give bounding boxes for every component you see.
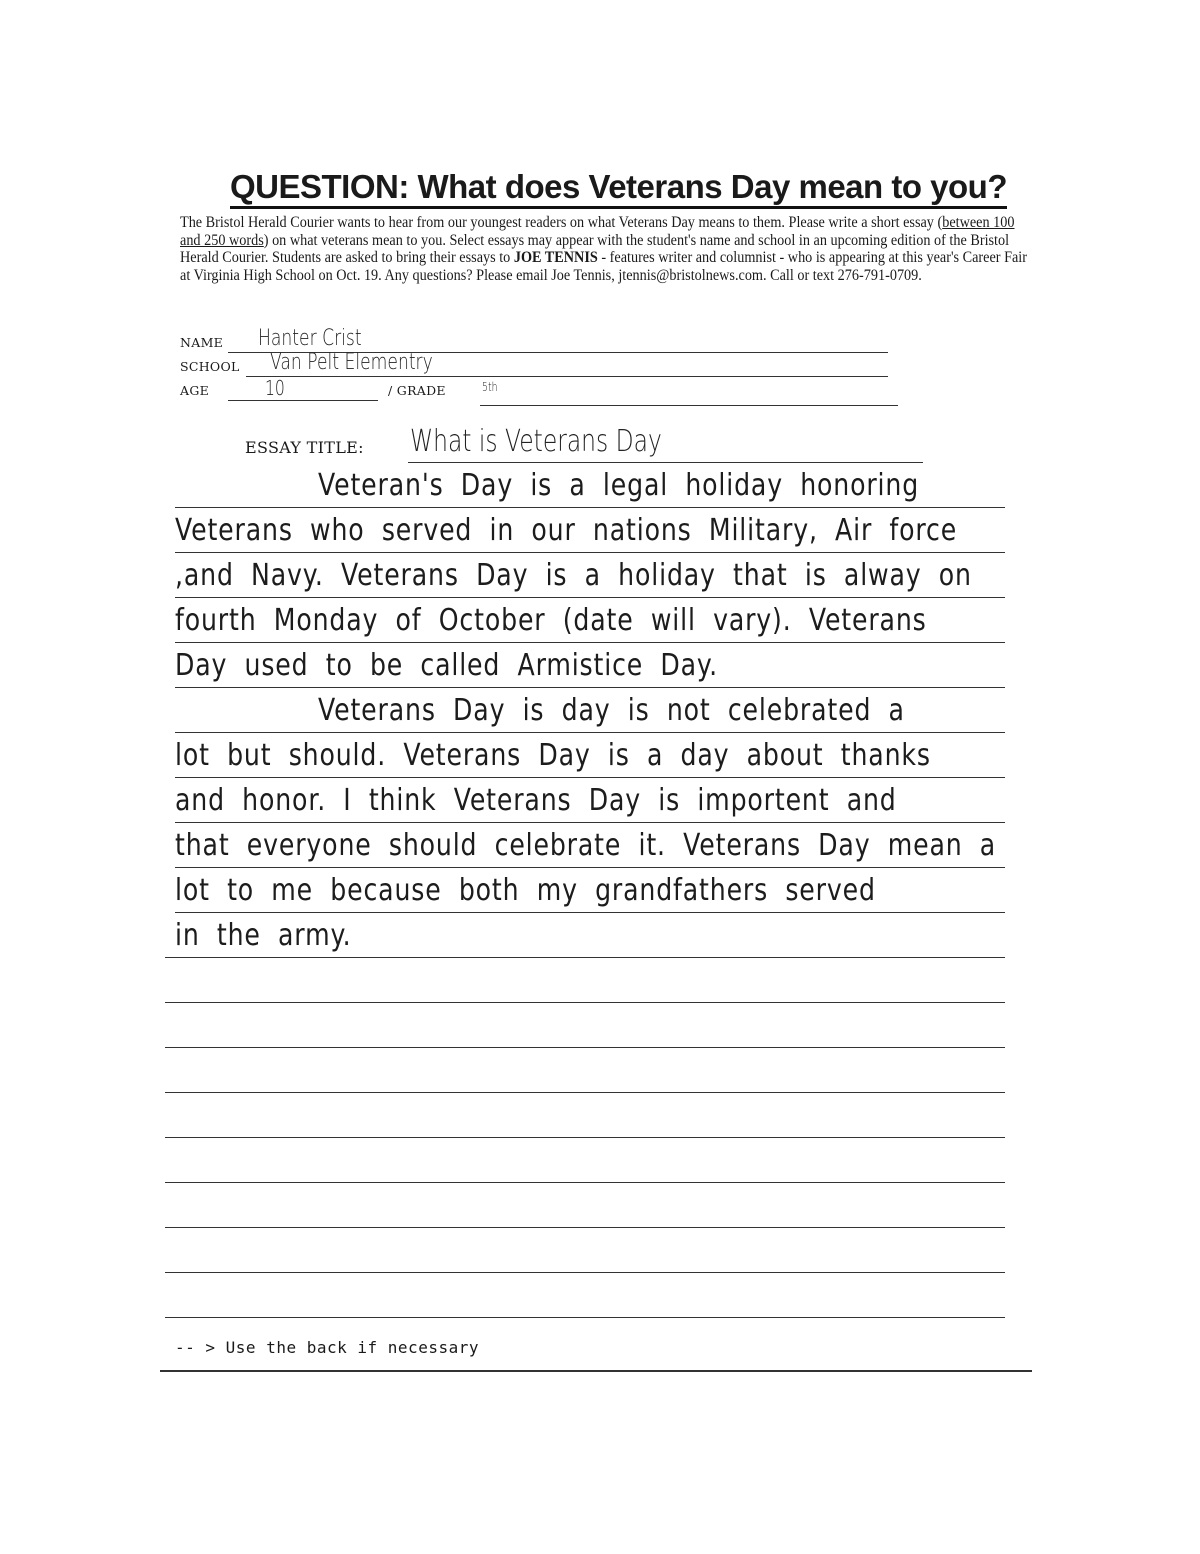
ruled-line [165,1092,1005,1093]
essay-line: Veterans who served in our nations Military, Air force [175,513,958,548]
essay-line: Veterans Day is day is not celebrated a [318,693,905,728]
essay-line: fourth Monday of October (date will vary). Veterans [175,603,927,638]
ruled-line [175,822,1005,823]
grade-value[interactable]: 5th [482,380,498,394]
intro-text: The Bristol Herald Courier wants to hear from our youngest readers on what Veterans Day means to them. Please write a short essay ( [180,214,943,231]
intro-paragraph [180,214,1031,284]
essay-line: that everyone should celebrate it. Veterans Day mean a [175,828,997,863]
ruled-line [175,642,1005,643]
essay-line: lot but should. Veterans Day is a day about thanks [175,738,931,773]
contact-name: JOE TENNIS [513,249,598,266]
footer-line [160,1370,1032,1372]
grade-label: / GRADE [388,383,446,398]
essay-title-label: ESSAY TITLE: [245,438,364,457]
essay-line: Day used to be called Armistice Day. [175,648,718,683]
age-line [228,400,378,401]
ruled-line [175,912,1005,913]
ruled-line [165,1002,1005,1003]
essay-line: Veteran's Day is a legal holiday honoring [318,468,920,503]
essay-line: and honor. I think Veterans Day is importent and [175,783,897,818]
ruled-line [165,1227,1005,1228]
essay-title-line [408,462,923,463]
school-value[interactable]: Van Pelt Elementry [270,350,433,375]
essay-line: ,and Navy. Veterans Day is a holiday that is alway on [175,558,972,593]
ruled-line [165,1182,1005,1183]
intro-text: - features writer and columnist - who is appearing at this year's Career Fair at Virginia High School on Oct. 19. Any questions? Please email Joe Tennis, jtennis@bristolnews.com. Call or text 276-791-0709. [180,249,1027,284]
essay-line: in the army. [175,918,352,953]
name-value[interactable]: Hanter Crist [258,326,362,351]
ruled-line [165,957,1005,958]
age-label: AGE [180,383,210,398]
ruled-line [175,687,1005,688]
ruled-line [165,1317,1005,1318]
ruled-line [175,597,1005,598]
intro-text: ) on what veterans mean to you. Select essays may appear with the student's name and school in an upcoming edition of the Bristol Herald Courier. Students are asked to bring their essays to [180,231,1010,266]
ruled-line [175,507,1005,508]
name-label: NAME [180,335,224,350]
ruled-line [165,1272,1005,1273]
age-value[interactable]: 10 [265,376,285,400]
ruled-line [175,552,1005,553]
ruled-line [165,1137,1005,1138]
ruled-line [175,777,1005,778]
word-count-requirement: between 100 and 250 words [180,214,1015,249]
ruled-line [175,867,1005,868]
use-back-note: -- > Use the back if necessary [175,1338,479,1357]
ruled-line [175,732,1005,733]
grade-line [480,405,898,406]
essay-title-value[interactable]: What is Veterans Day [410,424,662,459]
ruled-line [165,1047,1005,1048]
school-label: SCHOOL [180,359,240,374]
essay-line: lot to me because both my grandfathers served [175,873,876,908]
school-line [246,376,888,377]
page-title: QUESTION: What does Veterans Day mean to you? [230,168,1007,209]
